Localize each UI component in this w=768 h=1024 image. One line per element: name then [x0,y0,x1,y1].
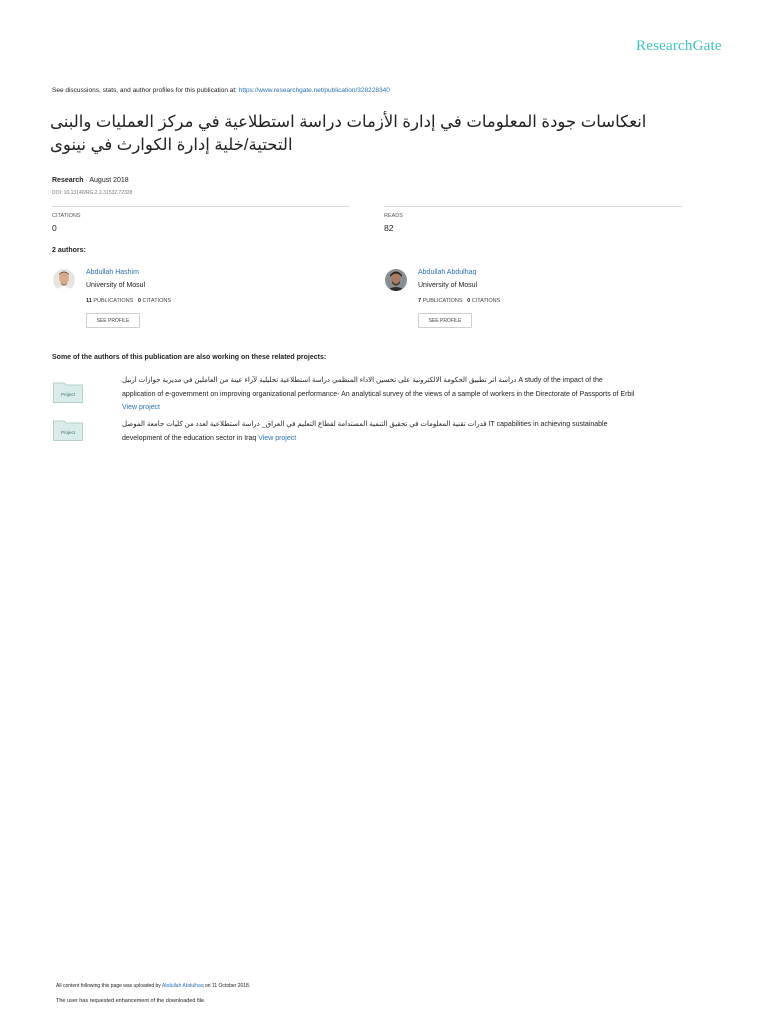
author-2-avatar[interactable] [385,269,407,291]
title-line-2: التحتية/خلية إدارة الكوارث في نينوى [50,136,293,154]
author-2-see-profile-button[interactable]: SEE PROFILE [418,313,472,328]
enhancement-notice: The user has requested enhancement of the downloaded file. [56,998,206,1004]
author-1-stats [86,298,171,304]
discussion-line [52,87,390,94]
project-2-view-project-link[interactable]: View project [258,434,297,442]
project-2-line-2: development of the education sector in Iraq [122,434,259,442]
project-1-text [122,374,717,415]
meta-separator: · [83,177,90,184]
citations-value: 0 [52,223,57,233]
author-2-citations-label: CITATIONS [470,298,501,304]
authors-heading: 2 authors: [52,247,86,254]
title-line-1: انعكاسات جودة المعلومات في إدارة الأزمات دراسة استطلاعية في مركز العمليات والبنى [50,113,647,131]
publication-type: Research [52,177,84,184]
author-1-citations-label: CITATIONS [140,298,171,304]
citations-divider [52,206,350,207]
author-2-publications-count: 7 [418,298,422,304]
project-1-icon-label: Project [60,392,76,397]
author-2-stats [418,298,500,304]
author-2-name[interactable]: Abdullah Abdulhaq [418,269,477,276]
author-1-name[interactable]: Abdullah Hashim [86,269,139,276]
project-1-folder-icon[interactable] [53,381,83,408]
author-1-avatar[interactable] [53,269,75,291]
publication-doi: DOI: 10.13140/RG.2.2.31532.72328 [52,190,133,196]
related-projects-heading: Some of the authors of this publication are also working on these related projects: [52,354,327,361]
upload-suffix: on 11 October 2018. [203,983,251,989]
project-1-line-1: دراسة اثر تطبيق الحكومة الالكترونية على تحسين الاداء المنظمي دراسة استطلاعية تحليلية لآراء عينة من العاملين في مديرية جوازات اربيل A study of the impact of the [122,377,603,384]
reads-label: READS [384,213,403,219]
author-1-citations-count: 0 [137,298,141,304]
project-2-text [122,418,717,445]
project-1-view-project-link[interactable]: View project [122,404,161,411]
project-2-folder-icon[interactable] [53,419,83,446]
author-2-citations-count: 0 [467,298,471,304]
publication-title [50,111,710,157]
author-1-publications-count: 11 [86,298,92,304]
discussion-prefix: See discussions, stats, and author profiles for this publication at: [52,87,239,94]
author-1-affiliation: University of Mosul [86,282,146,289]
upload-notice [56,983,250,989]
author-2-publications-label: PUBLICATIONS [421,298,463,304]
project-1-line-2: application of e-government on improving organizational performance- An analytical survey of the views of a sample of workers in the Directorate of Passports of Erbil [122,390,635,398]
publication-meta [52,177,129,184]
reads-value: 82 [384,223,394,233]
author-2-affiliation: University of Mosul [418,282,478,289]
publication-date: August 2018 [89,177,129,184]
upload-prefix: All content following this page was uploaded by [56,983,162,989]
reads-divider [384,206,682,207]
project-2-line-1: قدرات تقنية المعلومات في تحقيق التنمية المستدامة لقطاع التعليم في العراق_ دراسة استطلاعية لعدد من كليات جامعة الموصل IT capabilities in achieving sustainable [122,421,608,428]
author-1-publications-label: PUBLICATIONS [91,298,134,304]
project-2-icon-label: Project [60,430,76,435]
uploader-link[interactable]: Abdullah Abdulhaq [161,983,204,989]
author-1-see-profile-button[interactable]: SEE PROFILE [86,313,140,328]
citations-label: CITATIONS [52,213,81,219]
researchgate-logo[interactable]: ResearchGate [636,38,722,54]
publication-url-link[interactable]: https://www.researchgate.net/publication/328228340 [238,87,390,94]
